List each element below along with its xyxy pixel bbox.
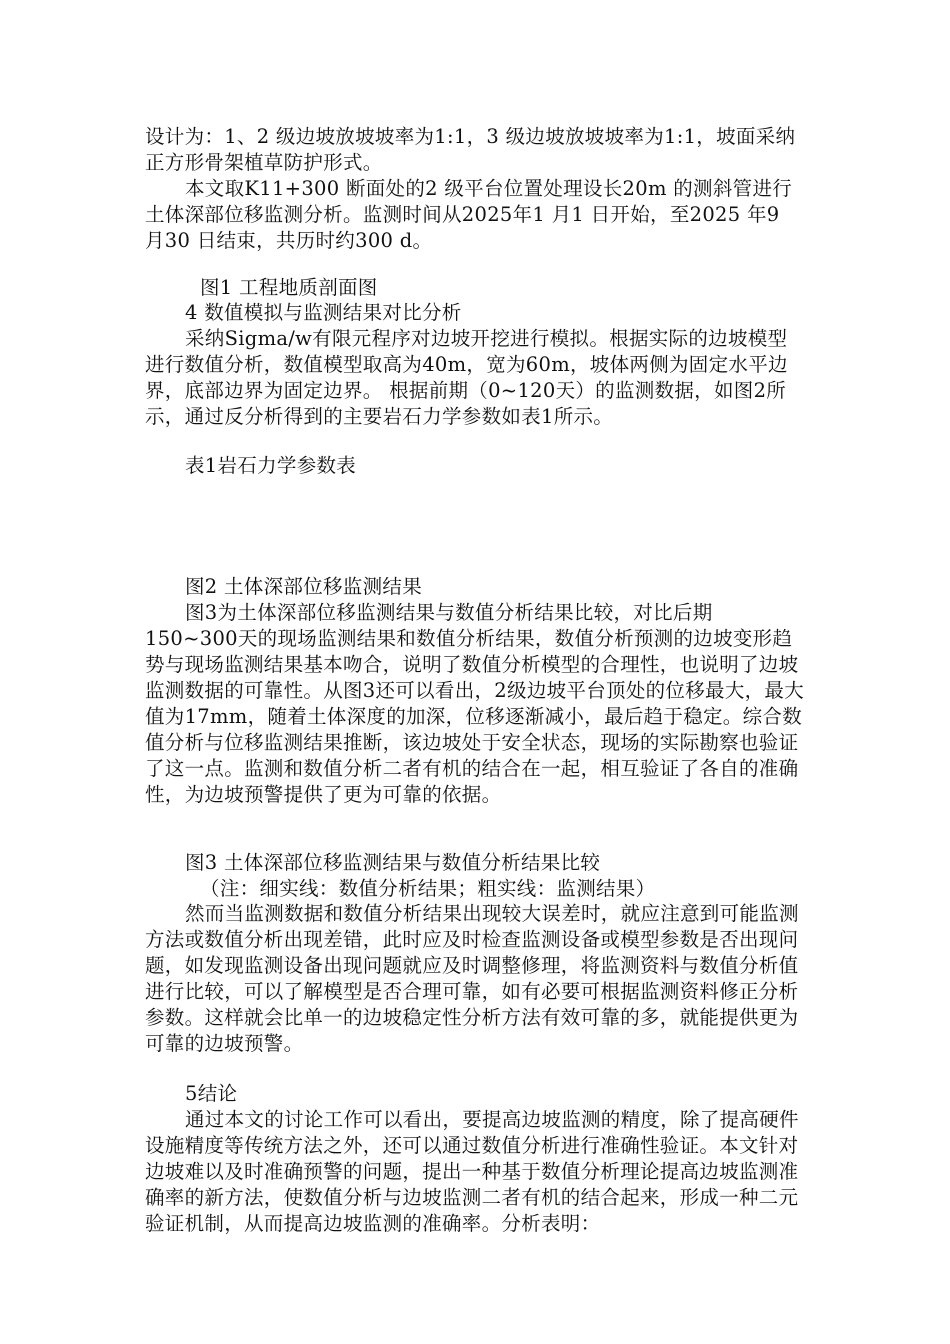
paragraph-error-handling: 然而当监测数据和数值分析结果出现较大误差时，就应注意到可能监测方法或数值分析出现差错，此时应及时检查监测设备或模型参数是否出现问题，如发现监测设备出现问题就应及时调整修理，将监测资料与数值分析值进行比较，可以了解模型是否合理可靠，如有必要可根据监测资料修正分析参数。这样就会比单一的边坡稳定性分析方法有效可靠的多，就能提供更为可靠的边坡预警。 bbox=[145, 902, 799, 1055]
section5-heading: 5结论 bbox=[185, 1082, 238, 1105]
paragraph-monitoring-setup: 本文取K11+300 断面处的2 级平台位置处理设长20m 的测斜管进行土体深部位移监测分析。监测时间从2025年1 月1 日开始，至2025 年9 月30 日结束，共历时约300 d。 bbox=[145, 177, 793, 252]
figure3-caption: 图3 土体深部位移监测结果与数值分析结果比较 bbox=[185, 851, 601, 874]
paragraph-conclusion: 通过本文的讨论工作可以看出，要提高边坡监测的精度，除了提高硬件设施精度等传统方法之外，还可以通过数值分析进行准确性验证。本文针对边坡难以及时准确预警的问题，提出一种基于数值分析理论提高边坡监测准确率的新方法，使数值分析与边坡监测二者有机的结合起来，形成一种二元验证机制，从而提高边坡监测的准确率。分析表明： bbox=[145, 1108, 799, 1235]
section4-heading: 4 数值模拟与监测结果对比分析 bbox=[185, 301, 462, 324]
table1-caption: 表1岩石力学参数表 bbox=[185, 454, 357, 477]
paragraph-numerical-model: 采纳Sigma/w有限元程序对边坡开挖进行模拟。根据实际的边坡模型进行数值分析，数值模型取高为40m，宽为60m，坡体两侧为固定水平边界，底部边界为固定边界。 根据前期（0~120天）的监测数据，如图2所示，通过反分析得到的主要岩石力学参数如表1所示。 bbox=[145, 327, 788, 428]
paragraph-slope-design: 设计为：1、2 级边坡放坡坡率为1:1，3 级边坡放坡坡率为1:1，坡面采纳正方形骨架植草防护形式。 bbox=[145, 125, 796, 174]
figure1-caption: 图1 工程地质剖面图 bbox=[200, 276, 378, 299]
paragraph-result-comparison: 图3为土体深部位移监测结果与数值分析结果比较，对比后期150~300天的现场监测结果和数值分析结果，数值分析预测的边坡变形趋势与现场监测结果基本吻合，说明了数值分析模型的合理性，也说明了边坡监测数据的可靠性。从图3还可以看出，2级边坡平台顶处的位移最大，最大值为17mm，随着土体深度的加深，位移逐渐减小，最后趋于稳定。综合数值分析与位移监测结果推断，该边坡处于安全状态，现场的实际勘察也验证了这一点。监测和数值分析二者有机的结合在一起，相互验证了各自的准确性，为边坡预警提供了更为可靠的依据。 bbox=[145, 601, 805, 806]
figure3-note: （注：细实线：数值分析结果；粗实线：监测结果） bbox=[200, 877, 656, 900]
figure2-caption: 图2 土体深部位移监测结果 bbox=[185, 575, 423, 598]
